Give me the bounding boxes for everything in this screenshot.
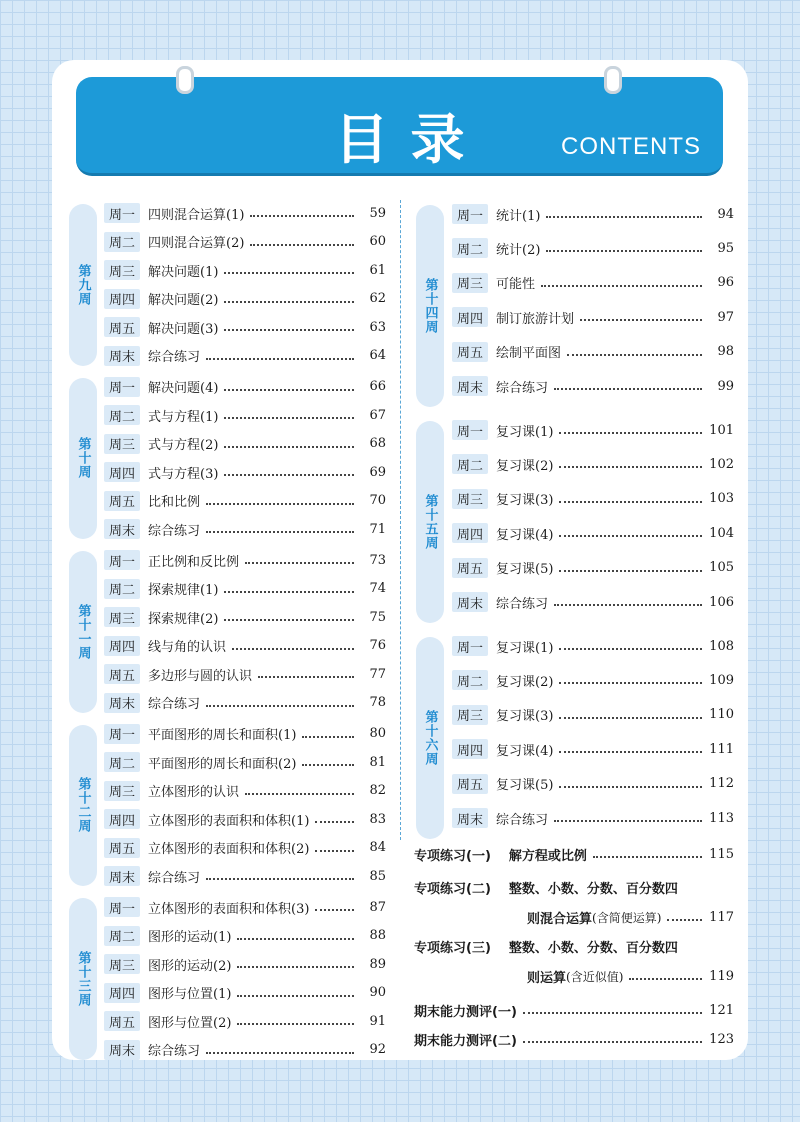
- page-number: 78: [369, 695, 386, 710]
- page-number: 63: [369, 319, 386, 335]
- day-badge: 周一: [452, 204, 488, 224]
- week-tab: [69, 725, 97, 887]
- topic-title: 复习课(2): [496, 674, 554, 690]
- binder-ring-left: [176, 66, 194, 94]
- page-number: 75: [369, 609, 386, 625]
- dot-leader: [559, 535, 702, 537]
- day-badge: 周二: [104, 405, 140, 425]
- dot-leader: [224, 446, 354, 448]
- page-number: 91: [369, 1013, 386, 1029]
- toc-row[interactable]: [104, 751, 386, 773]
- topic-title: 可能性: [496, 277, 536, 293]
- toc-row[interactable]: [104, 865, 386, 887]
- page-number: 71: [369, 521, 386, 537]
- page-number: 92: [369, 1042, 386, 1057]
- special-row-continued[interactable]: [527, 965, 734, 987]
- special-row[interactable]: [414, 999, 734, 1021]
- dot-leader: [315, 850, 354, 852]
- page-number: 76: [369, 638, 386, 653]
- toc-row[interactable]: [104, 692, 386, 714]
- toc-row[interactable]: [104, 1039, 386, 1061]
- day-badge: 周五: [452, 558, 488, 578]
- day-badge: 周五: [104, 838, 140, 858]
- topic-title: 综合练习: [496, 812, 549, 828]
- page-number: 77: [369, 666, 386, 682]
- topic-title: 探索规律(2): [148, 611, 219, 627]
- dot-leader: [567, 354, 702, 356]
- topic-title: 立体图形的表面积和体积(1): [148, 813, 310, 829]
- page-number: 64: [369, 348, 386, 363]
- topic-title: 立体图形的表面积和体积(2): [148, 842, 310, 857]
- dot-leader: [541, 285, 702, 287]
- toc-row[interactable]: [452, 375, 734, 397]
- dot-leader: [224, 619, 354, 621]
- special-label: 期末能力测评(一): [414, 1004, 517, 1020]
- page-number: 81: [369, 754, 386, 770]
- day-badge: 周三: [452, 273, 488, 293]
- page-number: 70: [369, 493, 386, 508]
- topic-title: 式与方程(1): [148, 409, 219, 425]
- page-number: 83: [369, 811, 386, 827]
- page-number: 112: [709, 776, 734, 792]
- topic-title: 复习课(4): [496, 743, 554, 759]
- topic-title: 复习课(1): [496, 424, 554, 440]
- topic-title: 复习课(5): [496, 778, 554, 794]
- topic-title: 解决问题(3): [148, 321, 219, 337]
- dot-leader: [224, 272, 354, 274]
- page-number: 61: [369, 262, 386, 278]
- day-badge: 周一: [104, 724, 140, 744]
- day-badge: 周末: [104, 866, 140, 886]
- day-badge: 周一: [452, 420, 488, 440]
- toc-row[interactable]: [452, 341, 734, 363]
- page-subtitle: CONTENTS: [561, 133, 701, 160]
- toc-row[interactable]: [104, 316, 386, 338]
- page-number: 123: [709, 1031, 734, 1047]
- day-badge: 周末: [104, 693, 140, 713]
- dot-leader: [258, 676, 354, 678]
- dot-leader: [554, 820, 702, 822]
- toc-row[interactable]: [104, 202, 386, 224]
- day-badge: 周末: [452, 376, 488, 396]
- toc-row[interactable]: [104, 808, 386, 830]
- day-badge: 周末: [104, 346, 140, 366]
- topic-title: 多边形与圆的认识: [148, 668, 253, 684]
- dot-leader: [232, 648, 354, 650]
- page-number: 87: [369, 899, 386, 915]
- topic-title: 绘制平面图: [496, 346, 562, 362]
- day-badge: 周三: [104, 954, 140, 974]
- toc-row[interactable]: [104, 490, 386, 512]
- toc-row[interactable]: [452, 557, 734, 579]
- day-badge: 周四: [104, 636, 140, 656]
- page-number: 80: [369, 726, 386, 741]
- day-badge: 周四: [452, 307, 488, 327]
- topic-title: 图形与位置(2): [148, 1015, 232, 1031]
- dot-leader: [559, 717, 702, 719]
- special-row[interactable]: [414, 876, 734, 898]
- dot-leader: [559, 786, 702, 788]
- dot-leader: [237, 1023, 354, 1025]
- toc-row[interactable]: [104, 518, 386, 540]
- toc-row[interactable]: [104, 578, 386, 600]
- topic-title: 正比例和反比例: [148, 554, 240, 570]
- dot-leader: [250, 215, 354, 217]
- day-badge: 周二: [452, 670, 488, 690]
- toc-row[interactable]: [104, 925, 386, 947]
- page-number: 117: [709, 909, 734, 925]
- week-label: 第九周: [75, 263, 91, 306]
- toc-row[interactable]: [104, 663, 386, 685]
- day-badge: 周四: [452, 523, 488, 543]
- week-label: 第十周: [75, 437, 91, 480]
- dot-leader: [559, 432, 702, 434]
- topic-title: 综合练习: [148, 350, 201, 365]
- page-number: 115: [709, 846, 734, 862]
- topic-title: 复习课(3): [496, 709, 554, 725]
- page-number: 98: [717, 344, 734, 360]
- special-note: (含近似值): [566, 969, 624, 984]
- dot-leader: [559, 501, 702, 503]
- dot-leader: [206, 878, 354, 880]
- week-label: 第十二周: [75, 777, 91, 834]
- week-tab: [69, 898, 97, 1060]
- topic-title: 综合练习: [148, 523, 201, 539]
- dot-leader: [523, 1041, 702, 1043]
- page-number: 102: [709, 456, 734, 472]
- day-badge: 周三: [104, 607, 140, 627]
- week-tab: [69, 551, 97, 713]
- page-number: 108: [709, 638, 734, 654]
- page-number: 110: [709, 707, 734, 723]
- topic-title: 综合练习: [496, 596, 549, 612]
- page-number: 96: [717, 275, 734, 291]
- dot-leader: [206, 1052, 354, 1054]
- topic-title: 统计(2): [496, 242, 541, 258]
- page-number: 105: [709, 560, 734, 576]
- week-label: 第十六周: [422, 710, 438, 766]
- topic-title: 平面图形的周长和面积(1): [148, 728, 297, 743]
- topic-title: 综合练习: [496, 380, 549, 396]
- day-badge: 周五: [104, 664, 140, 684]
- special-topic: 整数、小数、分数、百分数四: [508, 881, 678, 897]
- day-badge: 周二: [104, 752, 140, 772]
- page-number: 109: [709, 672, 734, 688]
- page-number: 99: [717, 378, 734, 394]
- dot-leader: [523, 1012, 702, 1014]
- topic-title: 比和比例: [148, 495, 201, 510]
- column-divider: [400, 200, 401, 840]
- toc-row[interactable]: [452, 773, 734, 795]
- special-row[interactable]: [414, 935, 734, 957]
- dot-leader: [580, 319, 702, 321]
- day-badge: 周一: [104, 377, 140, 397]
- special-topic: 整数、小数、分数、百分数四: [508, 940, 678, 956]
- toc-row[interactable]: [104, 345, 386, 367]
- dot-leader: [224, 591, 354, 593]
- page-number: 90: [369, 985, 386, 1000]
- topic-title: 复习课(1): [496, 640, 554, 656]
- week-tab: [416, 421, 444, 623]
- dot-leader: [237, 966, 354, 968]
- special-note: (含简便运算): [592, 910, 662, 925]
- page-number: 94: [717, 206, 734, 222]
- topic-title: 平面图形的周长和面积(2): [148, 756, 297, 772]
- dot-leader: [559, 751, 702, 753]
- week-label: 第十三周: [75, 950, 91, 1007]
- toc-row[interactable]: [104, 780, 386, 802]
- day-badge: 周五: [104, 317, 140, 337]
- page-number: 104: [709, 525, 734, 541]
- dot-leader: [559, 648, 702, 650]
- day-badge: 周五: [104, 1011, 140, 1031]
- day-badge: 周二: [104, 926, 140, 946]
- day-badge: 周四: [104, 462, 140, 482]
- page-number: 73: [369, 552, 386, 568]
- page-number: 106: [709, 594, 734, 610]
- topic-title: 制订旅游计划: [496, 311, 575, 327]
- dot-leader: [224, 389, 354, 391]
- toc-row[interactable]: [104, 288, 386, 310]
- topic-title: 统计(1): [496, 208, 541, 224]
- topic-title: 式与方程(2): [148, 438, 219, 453]
- toc-row[interactable]: [452, 522, 734, 544]
- topic-title: 复习课(4): [496, 527, 554, 543]
- special-topic-continued: 则混合运算: [527, 911, 593, 927]
- dot-leader: [667, 919, 702, 921]
- toc-row[interactable]: [104, 259, 386, 281]
- special-label: 专项练习(三): [414, 940, 491, 956]
- special-topic-continued: 则运算: [527, 970, 567, 986]
- page-number: 101: [709, 422, 734, 438]
- dot-leader: [245, 793, 354, 795]
- dot-leader: [315, 821, 354, 823]
- toc-row[interactable]: [104, 982, 386, 1004]
- day-badge: 周一: [104, 203, 140, 223]
- day-badge: 周末: [104, 519, 140, 539]
- page-number: 82: [369, 783, 386, 798]
- page-number: 59: [369, 205, 386, 221]
- page-number: 62: [369, 291, 386, 306]
- day-badge: 周二: [104, 579, 140, 599]
- toc-row[interactable]: [452, 635, 734, 657]
- toc-row[interactable]: [104, 635, 386, 657]
- special-topic: 解方程或比例: [508, 848, 587, 864]
- topic-title: 复习课(3): [496, 493, 554, 509]
- topic-title: 复习课(5): [496, 562, 554, 578]
- toc-row[interactable]: [452, 203, 734, 225]
- week-label: 第十四周: [422, 278, 438, 334]
- page-number: 111: [709, 741, 734, 757]
- day-badge: 周三: [104, 434, 140, 454]
- page-number: 95: [717, 240, 734, 256]
- toc-row[interactable]: [452, 488, 734, 510]
- toc-row[interactable]: [104, 1010, 386, 1032]
- toc-row[interactable]: [452, 272, 734, 294]
- topic-title: 四则混合运算(1): [148, 207, 245, 223]
- topic-title: 式与方程(3): [148, 466, 219, 482]
- topic-title: 解决问题(1): [148, 264, 219, 280]
- special-row[interactable]: [414, 843, 734, 865]
- dot-leader: [554, 388, 702, 390]
- topic-title: 解决问题(4): [148, 381, 219, 396]
- day-badge: 周一: [452, 636, 488, 656]
- toc-row[interactable]: [452, 807, 734, 829]
- topic-title: 综合练习: [148, 1044, 201, 1059]
- topic-title: 综合练习: [148, 870, 201, 886]
- week-tab: [69, 378, 97, 540]
- day-badge: 周四: [104, 983, 140, 1003]
- dot-leader: [250, 244, 354, 246]
- page-number: 89: [369, 956, 386, 972]
- week-tab: [69, 204, 97, 366]
- toc-row[interactable]: [104, 549, 386, 571]
- special-label: 期末能力测评(二): [414, 1033, 517, 1049]
- topic-title: 图形的运动(1): [148, 930, 232, 945]
- binder-ring-right: [604, 66, 622, 94]
- dot-leader: [554, 604, 702, 606]
- dot-leader: [302, 764, 354, 766]
- toc-row[interactable]: [452, 453, 734, 475]
- toc-row[interactable]: [452, 306, 734, 328]
- day-badge: 周三: [452, 489, 488, 509]
- dot-leader: [245, 562, 354, 564]
- topic-title: 图形的运动(2): [148, 958, 232, 974]
- toc-row[interactable]: [104, 433, 386, 455]
- dot-leader: [559, 570, 702, 572]
- special-row-continued[interactable]: [527, 906, 734, 928]
- dot-leader: [206, 705, 354, 707]
- toc-row[interactable]: [104, 376, 386, 398]
- day-badge: 周一: [104, 550, 140, 570]
- dot-leader: [629, 978, 702, 980]
- topic-title: 线与角的认识: [148, 640, 227, 655]
- day-badge: 周二: [452, 238, 488, 258]
- week-label: 第十一周: [75, 603, 91, 660]
- topic-title: 解决问题(2): [148, 293, 219, 308]
- week-tab: [416, 637, 444, 839]
- toc-row[interactable]: [104, 837, 386, 859]
- page-number: 119: [709, 968, 734, 984]
- topic-title: 四则混合运算(2): [148, 236, 245, 251]
- dot-leader: [237, 938, 354, 940]
- page-number: 67: [369, 407, 386, 423]
- toc-row[interactable]: [452, 591, 734, 613]
- day-badge: 周二: [104, 232, 140, 252]
- dot-leader: [237, 995, 354, 997]
- page-number: 113: [709, 810, 734, 826]
- page-number: 121: [709, 1002, 734, 1018]
- special-row[interactable]: [414, 1028, 734, 1050]
- day-badge: 周三: [104, 781, 140, 801]
- page-title: 目录: [334, 108, 487, 171]
- page-number: 103: [709, 491, 734, 507]
- dot-leader: [206, 503, 354, 505]
- day-badge: 周四: [104, 289, 140, 309]
- week-tab: [416, 205, 444, 407]
- toc-row[interactable]: [452, 419, 734, 441]
- topic-title: 立体图形的认识: [148, 785, 240, 800]
- topic-title: 探索规律(1): [148, 583, 219, 598]
- topic-title: 复习课(2): [496, 458, 554, 474]
- dot-leader: [559, 682, 702, 684]
- toc-row[interactable]: [452, 669, 734, 691]
- toc-row[interactable]: [104, 896, 386, 918]
- day-badge: 周三: [452, 705, 488, 725]
- day-badge: 周四: [452, 739, 488, 759]
- special-label: 专项练习(一): [414, 848, 491, 864]
- toc-row[interactable]: [104, 231, 386, 253]
- page-number: 84: [369, 840, 386, 855]
- dot-leader: [302, 736, 354, 738]
- dot-leader: [224, 329, 354, 331]
- week-label: 第十五周: [422, 494, 438, 550]
- dot-leader: [315, 909, 354, 911]
- page-number: 97: [717, 309, 734, 325]
- dot-leader: [593, 856, 702, 858]
- topic-title: 综合练习: [148, 697, 201, 712]
- page-number: 88: [369, 928, 386, 943]
- dot-leader: [224, 417, 354, 419]
- page-number: 69: [369, 464, 386, 480]
- day-badge: 周二: [452, 454, 488, 474]
- dot-leader: [224, 474, 354, 476]
- dot-leader: [546, 216, 702, 218]
- toc-row[interactable]: [104, 723, 386, 745]
- day-badge: 周末: [452, 808, 488, 828]
- page-number: 85: [369, 868, 386, 884]
- toc-row[interactable]: [452, 237, 734, 259]
- page-number: 74: [369, 581, 386, 596]
- day-badge: 周一: [104, 897, 140, 917]
- special-label: 专项练习(二): [414, 881, 491, 897]
- day-badge: 周五: [104, 491, 140, 511]
- day-badge: 周四: [104, 809, 140, 829]
- toc-row[interactable]: [104, 953, 386, 975]
- toc-row[interactable]: [104, 461, 386, 483]
- toc-row[interactable]: [104, 606, 386, 628]
- toc-row[interactable]: [452, 738, 734, 760]
- page-number: 68: [369, 436, 386, 451]
- toc-row[interactable]: [452, 704, 734, 726]
- dot-leader: [206, 358, 354, 360]
- page-number: 66: [369, 379, 386, 394]
- dot-leader: [224, 301, 354, 303]
- page-number: 60: [369, 234, 386, 249]
- dot-leader: [206, 531, 354, 533]
- dot-leader: [546, 250, 702, 252]
- day-badge: 周末: [452, 592, 488, 612]
- header-banner: [76, 77, 723, 176]
- dot-leader: [559, 466, 702, 468]
- day-badge: 周五: [452, 342, 488, 362]
- day-badge: 周五: [452, 774, 488, 794]
- topic-title: 立体图形的表面积和体积(3): [148, 901, 310, 917]
- topic-title: 图形与位置(1): [148, 987, 232, 1002]
- day-badge: 周末: [104, 1040, 140, 1060]
- toc-row[interactable]: [104, 404, 386, 426]
- day-badge: 周三: [104, 260, 140, 280]
